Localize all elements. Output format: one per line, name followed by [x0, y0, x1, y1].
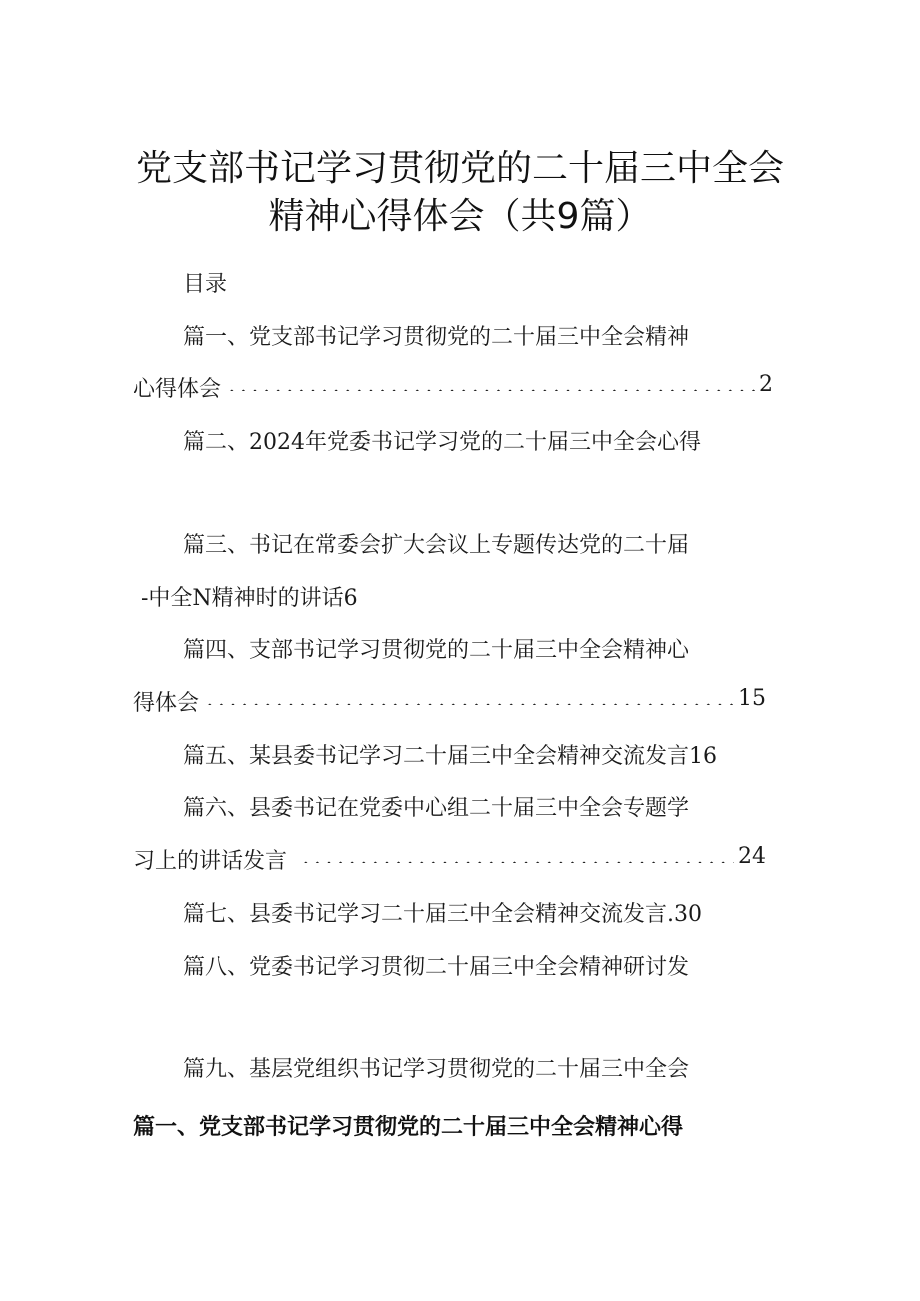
toc-entry-6-line-2[interactable]: 习上的讲话发言: [133, 849, 288, 874]
toc-entry-4-leader-dots: [204, 703, 734, 705]
toc-entry-4-line-2[interactable]: 得体会: [133, 691, 200, 716]
toc-entry-1-page: 2: [759, 372, 773, 397]
toc-label: 目录: [183, 272, 228, 297]
toc-entry-6-line-1[interactable]: 篇六、县委书记在党委中心组二十届三中全会专题学: [183, 796, 690, 821]
toc-entry-7[interactable]: 篇七、县委书记学习二十届三中全会精神交流发言.30: [183, 902, 702, 927]
toc-entry-1-line-1[interactable]: 篇一、党支部书记学习贯彻党的二十届三中全会精神: [183, 325, 690, 350]
section-heading: 篇一、党支部书记学习贯彻党的二十届三中全会精神心得: [133, 1115, 684, 1140]
toc-entry-4-line-1[interactable]: 篇四、支部书记学习贯彻党的二十届三中全会精神心: [183, 638, 690, 663]
toc-entry-4-page: 15: [738, 686, 766, 711]
toc-entry-9[interactable]: 篇九、基层党组织书记学习贯彻党的二十届三中全会: [183, 1057, 690, 1082]
document-title-line-2: 精神心得体会（共9篇）: [268, 196, 652, 237]
toc-entry-8[interactable]: 篇八、党委书记学习贯彻二十届三中全会精神研讨发: [183, 955, 690, 980]
toc-entry-1-leader-dots: [226, 389, 756, 391]
document-title-line-1: 党支部书记学习贯彻党的二十届三中全会: [135, 148, 784, 189]
toc-entry-2[interactable]: 篇二、2024年党委书记学习党的二十届三中全会心得: [183, 430, 701, 455]
toc-entry-3-line-2[interactable]: -中全N精神时的讲话6: [141, 586, 358, 611]
toc-entry-1-line-2[interactable]: 心得体会: [133, 377, 222, 402]
toc-entry-6-leader-dots: [300, 861, 734, 863]
toc-entry-3-line-1[interactable]: 篇三、书记在常委会扩大会议上专题传达党的二十届: [183, 533, 690, 558]
toc-entry-6-page: 24: [738, 844, 766, 869]
toc-entry-5[interactable]: 篇五、某县委书记学习二十届三中全会精神交流发言16: [183, 744, 717, 769]
